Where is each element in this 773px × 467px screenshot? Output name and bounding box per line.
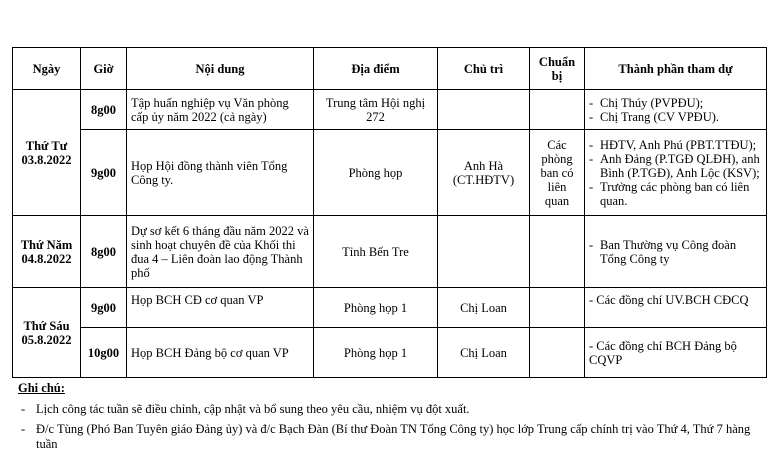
- attendee-list: [589, 238, 762, 266]
- place-cell: Phòng họp 1: [314, 288, 438, 328]
- chair-cell: [438, 90, 530, 130]
- attendee-item: - Ban Thường vụ Công đoàn Tổng Công ty: [589, 238, 762, 266]
- header-place: Địa điểm: [314, 48, 438, 90]
- attendee-item: - Trưởng các phòng ban có liên quan.: [589, 180, 762, 208]
- table-row: [13, 90, 767, 130]
- attendee-list: [589, 138, 762, 208]
- day-date: 04.8.2022: [21, 251, 72, 266]
- table-row: [13, 288, 767, 328]
- header-row: [13, 48, 767, 90]
- header-time: Giờ: [81, 48, 127, 90]
- place-cell: Phòng họp 1: [314, 328, 438, 378]
- schedule-table: [12, 47, 767, 378]
- time-cell: 10g00: [81, 328, 127, 378]
- attendee-item: - Anh Đảng (P.TGĐ QLĐH), anh Bình (P.TGĐ), Anh Lộc (KSV);: [589, 152, 762, 180]
- chair-cell: Anh Hà (CT.HĐTV): [438, 130, 530, 216]
- note-item: - Lịch công tác tuần sẽ điều chỉnh, cập nhật và bổ sung theo yêu cầu, nhiệm vụ đột xuất.: [18, 402, 763, 417]
- day-date: 03.8.2022: [21, 152, 72, 167]
- chair-cell: [438, 216, 530, 288]
- header-chair: Chủ trì: [438, 48, 530, 90]
- day-name: Thứ Năm: [20, 237, 73, 252]
- chair-cell: Chị Loan: [438, 328, 530, 378]
- notes-list: [18, 402, 763, 452]
- attendees-cell: [585, 216, 767, 288]
- attendees-cell: - Các đồng chí UV.BCH CĐCQ: [585, 288, 767, 328]
- day-name: Thứ Tư: [25, 138, 68, 153]
- content-cell: Tập huấn nghiệp vụ Văn phòng cấp ủy năm 2022 (cả ngày): [127, 90, 314, 130]
- note-item: - Đ/c Tùng (Phó Ban Tuyên giáo Đảng ủy) và đ/c Bạch Đàn (Bí thư Đoàn TN Tổng Công ty) học lớp Trung cấp chính trị vào Thứ 4, Thứ 7 hàng tuần: [18, 422, 763, 452]
- content-cell: Họp BCH CĐ cơ quan VP: [127, 288, 314, 328]
- attendees-cell: - Các đồng chí BCH Đảng bộ CQVP: [585, 328, 767, 378]
- content-cell: Dự sơ kết 6 tháng đầu năm 2022 và sinh hoạt chuyên đề của Khối thi đua 4 – Liên đoàn lao động Thành phố: [127, 216, 314, 288]
- header-prep: Chuẩn bị: [530, 48, 585, 90]
- table-row: [13, 328, 767, 378]
- attendee-item: - Chị Thúy (PVPĐU);: [589, 96, 762, 110]
- place-cell: Phòng họp: [314, 130, 438, 216]
- time-cell: 9g00: [81, 288, 127, 328]
- table-row: [13, 130, 767, 216]
- day-cell: [13, 90, 81, 216]
- place-cell: Trung tâm Hội nghị 272: [314, 90, 438, 130]
- prep-cell: Các phòng ban có liên quan: [530, 130, 585, 216]
- chair-cell: Chị Loan: [438, 288, 530, 328]
- content-cell: Họp BCH Đảng bộ cơ quan VP: [127, 328, 314, 378]
- attendees-cell: [585, 130, 767, 216]
- prep-cell: [530, 216, 585, 288]
- day-cell: [13, 288, 81, 378]
- day-cell: [13, 216, 81, 288]
- table-row: [13, 216, 767, 288]
- prep-cell: [530, 328, 585, 378]
- attendee-item: - HĐTV, Anh Phú (PBT.TTĐU);: [589, 138, 762, 152]
- attendee-list: [589, 96, 762, 124]
- place-cell: Tỉnh Bến Tre: [314, 216, 438, 288]
- header-content: Nội dung: [127, 48, 314, 90]
- header-attendees: Thành phần tham dự: [585, 48, 767, 90]
- attendee-item: - Chị Trang (CV VPĐU).: [589, 110, 762, 124]
- content-cell: Họp Hội đồng thành viên Tổng Công ty.: [127, 130, 314, 216]
- prep-cell: [530, 288, 585, 328]
- day-date: 05.8.2022: [21, 332, 72, 347]
- attendees-cell: [585, 90, 767, 130]
- notes-section: [18, 381, 763, 457]
- notes-title: Ghi chú:: [18, 381, 65, 395]
- time-cell: 8g00: [81, 90, 127, 130]
- header-day: Ngày: [13, 48, 81, 90]
- time-cell: 9g00: [81, 130, 127, 216]
- time-cell: 8g00: [81, 216, 127, 288]
- day-name: Thứ Sáu: [23, 318, 70, 333]
- prep-cell: [530, 90, 585, 130]
